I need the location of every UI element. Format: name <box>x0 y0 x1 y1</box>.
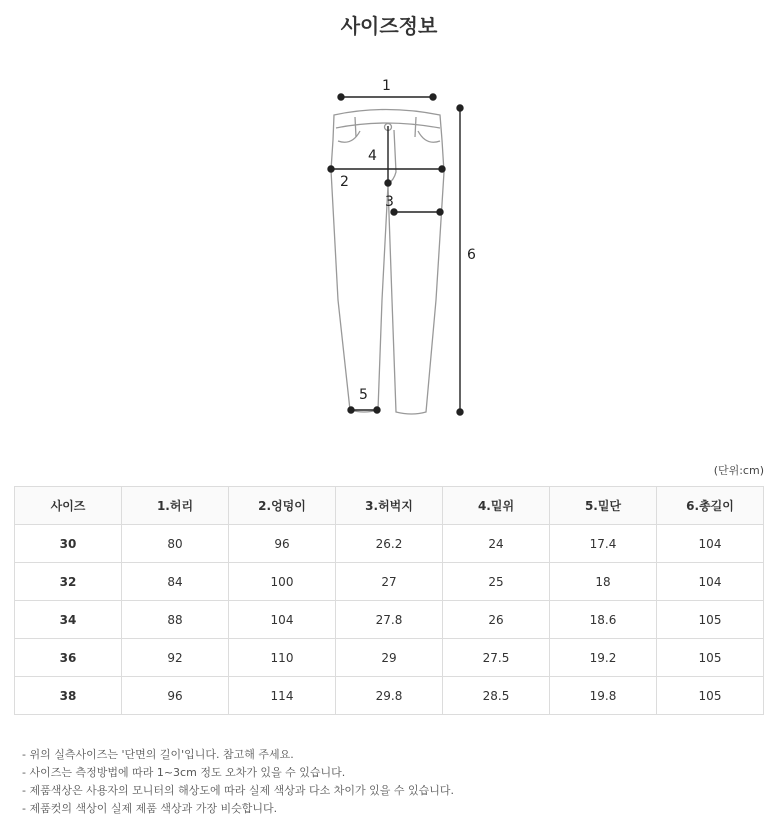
size-table <box>14 486 764 715</box>
cell-hip: 104 <box>229 601 336 639</box>
cell-hip: 100 <box>229 563 336 601</box>
cell-thigh: 27 <box>336 563 443 601</box>
cell-length: 105 <box>657 677 764 715</box>
cell-hem: 17.4 <box>550 525 657 563</box>
note-item: - 제품색상은 사용자의 모니터의 해상도에 따라 실제 색상과 다소 차이가 있을 수 있습니다. <box>22 784 454 797</box>
cell-hem: 18 <box>550 563 657 601</box>
cell-hip: 110 <box>229 639 336 677</box>
cell-thigh: 29.8 <box>336 677 443 715</box>
header-waist: 1.허리 <box>122 487 229 525</box>
note-item: - 위의 실측사이즈는 '단면의 길이'입니다. 참고해 주세요. <box>22 748 294 761</box>
cell-size: 34 <box>15 601 122 639</box>
cell-rise: 27.5 <box>443 639 550 677</box>
label-6: 6 <box>467 247 476 263</box>
cell-thigh: 26.2 <box>336 525 443 563</box>
cell-length: 104 <box>657 563 764 601</box>
cell-thigh: 29 <box>336 639 443 677</box>
cell-hem: 18.6 <box>550 601 657 639</box>
cell-size: 36 <box>15 639 122 677</box>
unit-label: (단위:cm) <box>713 464 764 477</box>
header-size: 사이즈 <box>15 487 122 525</box>
cell-length: 104 <box>657 525 764 563</box>
table-header-row <box>15 487 764 525</box>
cell-waist: 80 <box>122 525 229 563</box>
cell-length: 105 <box>657 639 764 677</box>
note-item: - 사이즈는 측정방법에 따라 1~3cm 정도 오차가 있을 수 있습니다. <box>22 766 346 779</box>
header-hip: 2.엉덩이 <box>229 487 336 525</box>
table-row <box>15 639 764 677</box>
cell-hip: 96 <box>229 525 336 563</box>
cell-length: 105 <box>657 601 764 639</box>
cell-size: 30 <box>15 525 122 563</box>
cell-size: 38 <box>15 677 122 715</box>
cell-hem: 19.2 <box>550 639 657 677</box>
page-title: 사이즈정보 <box>340 14 438 38</box>
label-1: 1 <box>382 78 391 94</box>
label-3: 3 <box>385 194 394 210</box>
cell-hip: 114 <box>229 677 336 715</box>
cell-rise: 26 <box>443 601 550 639</box>
cell-waist: 92 <box>122 639 229 677</box>
notes-list <box>22 746 454 818</box>
header-thigh: 3.허벅지 <box>336 487 443 525</box>
cell-waist: 84 <box>122 563 229 601</box>
table-row <box>15 563 764 601</box>
cell-hem: 19.8 <box>550 677 657 715</box>
cell-size: 32 <box>15 563 122 601</box>
label-4: 4 <box>368 148 377 164</box>
cell-waist: 96 <box>122 677 229 715</box>
cell-waist: 88 <box>122 601 229 639</box>
table-row <box>15 601 764 639</box>
cell-rise: 28.5 <box>443 677 550 715</box>
cell-rise: 25 <box>443 563 550 601</box>
note-item: - 제품컷의 색상이 실제 제품 색상과 가장 비슷합니다. <box>22 802 278 815</box>
header-length: 6.총길이 <box>657 487 764 525</box>
header-rise: 4.밑위 <box>443 487 550 525</box>
header-hem: 5.밑단 <box>550 487 657 525</box>
cell-thigh: 27.8 <box>336 601 443 639</box>
label-5: 5 <box>359 387 368 403</box>
table-row <box>15 525 764 563</box>
label-2: 2 <box>340 174 349 190</box>
cell-rise: 24 <box>443 525 550 563</box>
table-row <box>15 677 764 715</box>
